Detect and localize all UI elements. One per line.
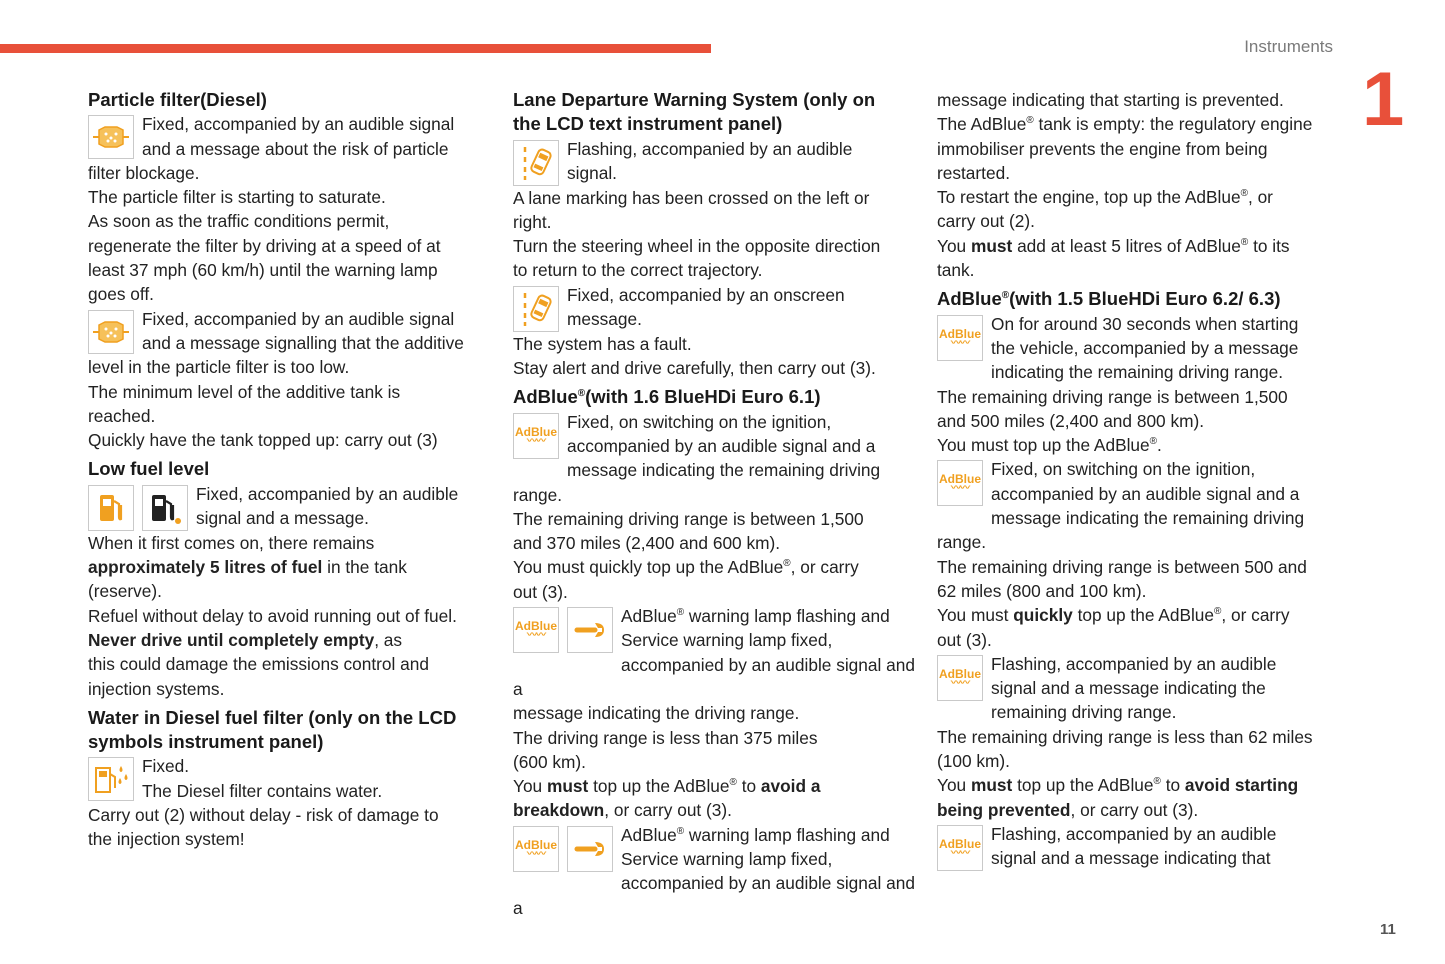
fuel-pump-dot-icon	[142, 485, 188, 531]
adblue-icon: AdBlue 〰〰	[937, 655, 983, 701]
warning-block-adblue-a3: AdBlue 〰〰 Flashing, accompanied by an audible signal and a message indicating the remaining driving range.	[939, 653, 1277, 723]
wrench-icon	[567, 826, 613, 872]
heading-water-in-diesel: Water in Diesel fuel filter (only on the LCD symbols instrument panel)	[88, 706, 457, 753]
adblue-icon: AdBlue 〰〰	[937, 460, 983, 506]
heading-lane-departure: Lane Departure Warning System (only on the LCD text instrument panel)	[513, 89, 876, 135]
warning-block-particle-filter-2: Fixed, accompanied by an audible signal and a message signalling that the additive level in the particle filter is too low.	[88, 308, 464, 378]
warning-block-adblue-a4: AdBlue 〰〰 Flashing, accompanied by an audible signal and a message indicating that	[937, 822, 1339, 871]
column-2: Lane Departure Warning System (only on the LCD text instrument panel) Flashing, accompanied by an audible signal. A lane marking has been crossed on the left or right. Turn the steering wheel in the opposite direction to return to the correct trajectory. Fixed, accompanied by an onscreen message. The system has a fault. Stay alert and drive carefully, then carry out (3). AdBlue®(with 1.6 BlueHDi Euro 6.1) AdBlue 〰〰 Fixed, on switching on the ignition, accompanied by an audible signal and a message indicating the remaining driving range. The remaining driving range is between 1,500 and 370 miles (2,400 and 600 km). You must quickly top up the AdBlue®, or carry out (3). AdBlue 〰〰 AdBlue® warning lamp flashing and Service warning lamp fixed, accompanied by an audible signal and a message indicating the driving range. The driving range is less than 375 miles (600 km). You must top up the AdBlue® to avoid a breakdown, or carry out (3). AdBlue 〰〰 AdBlue® warning lamp flashing and Service warning lamp fixed, accompanied by an audible signal and a	[513, 88, 915, 920]
warning-block-particle-filter-1: Fixed, accompanied by an audible signal and a message about the risk of particle filter blockage.	[88, 114, 455, 183]
particle-filter-icon	[88, 310, 134, 354]
warning-block-adblue-a2: AdBlue 〰〰 Fixed, on switching on the ignition, accompanied by an audible signal and a message indicating the remaining driving range.	[937, 459, 1305, 553]
heading-adblue-euro61: AdBlue®(with 1.6 BlueHDi Euro 6.1)	[513, 386, 821, 408]
warning-block-lane-flashing: Flashing, accompanied by an audible signal.	[513, 137, 915, 186]
warning-block-adblue-service-1: AdBlue 〰〰 AdBlue® warning lamp flashing and Service warning lamp fixed, accompanied by an audible signal and a message indicating the driving range.	[513, 606, 915, 724]
wrench-icon	[567, 607, 613, 653]
heading-low-fuel: Low fuel level	[88, 458, 210, 480]
lane-departure-icon	[513, 286, 559, 332]
particle-filter-icon	[88, 115, 134, 159]
warning-block-adblue-1: AdBlue 〰〰 Fixed, on switching on the ignition, accompanied by an audible signal and a message indicating the remaining driving range.	[513, 411, 881, 505]
adblue-icon: AdBlue 〰〰	[513, 826, 559, 872]
warning-block-low-fuel: Fixed, accompanied by an audible signal and a message.	[88, 482, 492, 531]
column-1: Particle filter(Diesel) Fixed, accompanied by an audible signal and a message about the risk of particle filter blockage. The particle filter is starting to saturate. As soon as the traffic conditions permit, regenerate the filter by driving at a speed of at least 37 mph (60 km/h) until the warning lamp goes off. Fixed, accompanied by an audible signal and a message signalling that the additive level in the particle filter is too low. The minimum level of the additive tank is reached. Quickly have the tank topped up: carry out (3) Low fuel level Fixed, accompanied by an audible signal and a message. When it first comes on, there remains approximately 5 litres of fuel in the tank (reserve). Refuel without delay to avoid running out of fuel. Never drive until completely empty, as this could damage the emissions control and injection systems. Water in Diesel fuel filter (only on the LCD symbols instrument panel) Fixed. The Diesel filter contains water. Carry out (2) without delay - risk of damage to the injection system!	[88, 88, 492, 852]
adblue-icon: AdBlue 〰〰	[513, 607, 559, 653]
warning-block-lane-fixed: Fixed, accompanied by an onscreen message.	[513, 283, 915, 332]
section-title: Instruments	[1244, 37, 1333, 56]
adblue-icon: AdBlue 〰〰	[937, 825, 983, 871]
fuel-pump-icon	[88, 485, 134, 531]
chapter-number: 1	[1362, 57, 1405, 142]
column-3: message indicating that starting is prevented. The AdBlue® tank is empty: the regulatory engine immobiliser prevents the engine from being restarted. To restart the engine, top up the AdBlue®, or carry out (2). You must add at least 5 litres of AdBlue® to its tank. AdBlue®(with 1.5 BlueHDi Euro 6.2/ 6.3) AdBlue 〰〰 On for around 30 seconds when starting the vehicle, accompanied by a message indicating the remaining driving range. The remaining driving range is between 1,500 and 500 miles (2,400 and 800 km). You must top up the AdBlue®. AdBlue 〰〰 Fixed, on switching on the ignition, accompanied by an audible signal and a message indicating the remaining driving range. The remaining driving range is between 500 and 62 miles (800 and 100 km). You must quickly top up the AdBlue®, or carry out (3). AdBlue 〰〰 Flashing, accompanied by an audible signal and a message indicating the remaining driving range. The remaining driving range is less than 62 miles (100 km). You must top up the AdBlue® to avoid starting being prevented, or carry out (3). AdBlue 〰〰 Flashing, accompanied by an audible signal and a message indicating that	[937, 88, 1339, 871]
lane-departure-icon	[513, 140, 559, 186]
heading-particle-filter: Particle filter(Diesel)	[88, 89, 267, 110]
warning-block-adblue-service-2: AdBlue 〰〰 AdBlue® warning lamp flashing and Service warning lamp fixed, accompanied by an audible signal and a	[513, 824, 915, 918]
page-number: 11	[1380, 921, 1396, 938]
warning-block-adblue-a1: AdBlue 〰〰 On for around 30 seconds when starting the vehicle, accompanied by a message indicating the remaining driving range.	[939, 313, 1299, 383]
adblue-icon: AdBlue 〰〰	[937, 315, 983, 361]
header-accent-bar	[0, 44, 711, 53]
warning-block-water-in-diesel: Fixed. The Diesel filter contains water.	[88, 754, 492, 803]
heading-adblue-euro62: AdBlue®(with 1.5 BlueHDi Euro 6.2/ 6.3)	[937, 288, 1281, 310]
adblue-icon: AdBlue 〰〰	[513, 413, 559, 459]
water-in-diesel-icon	[88, 757, 134, 801]
